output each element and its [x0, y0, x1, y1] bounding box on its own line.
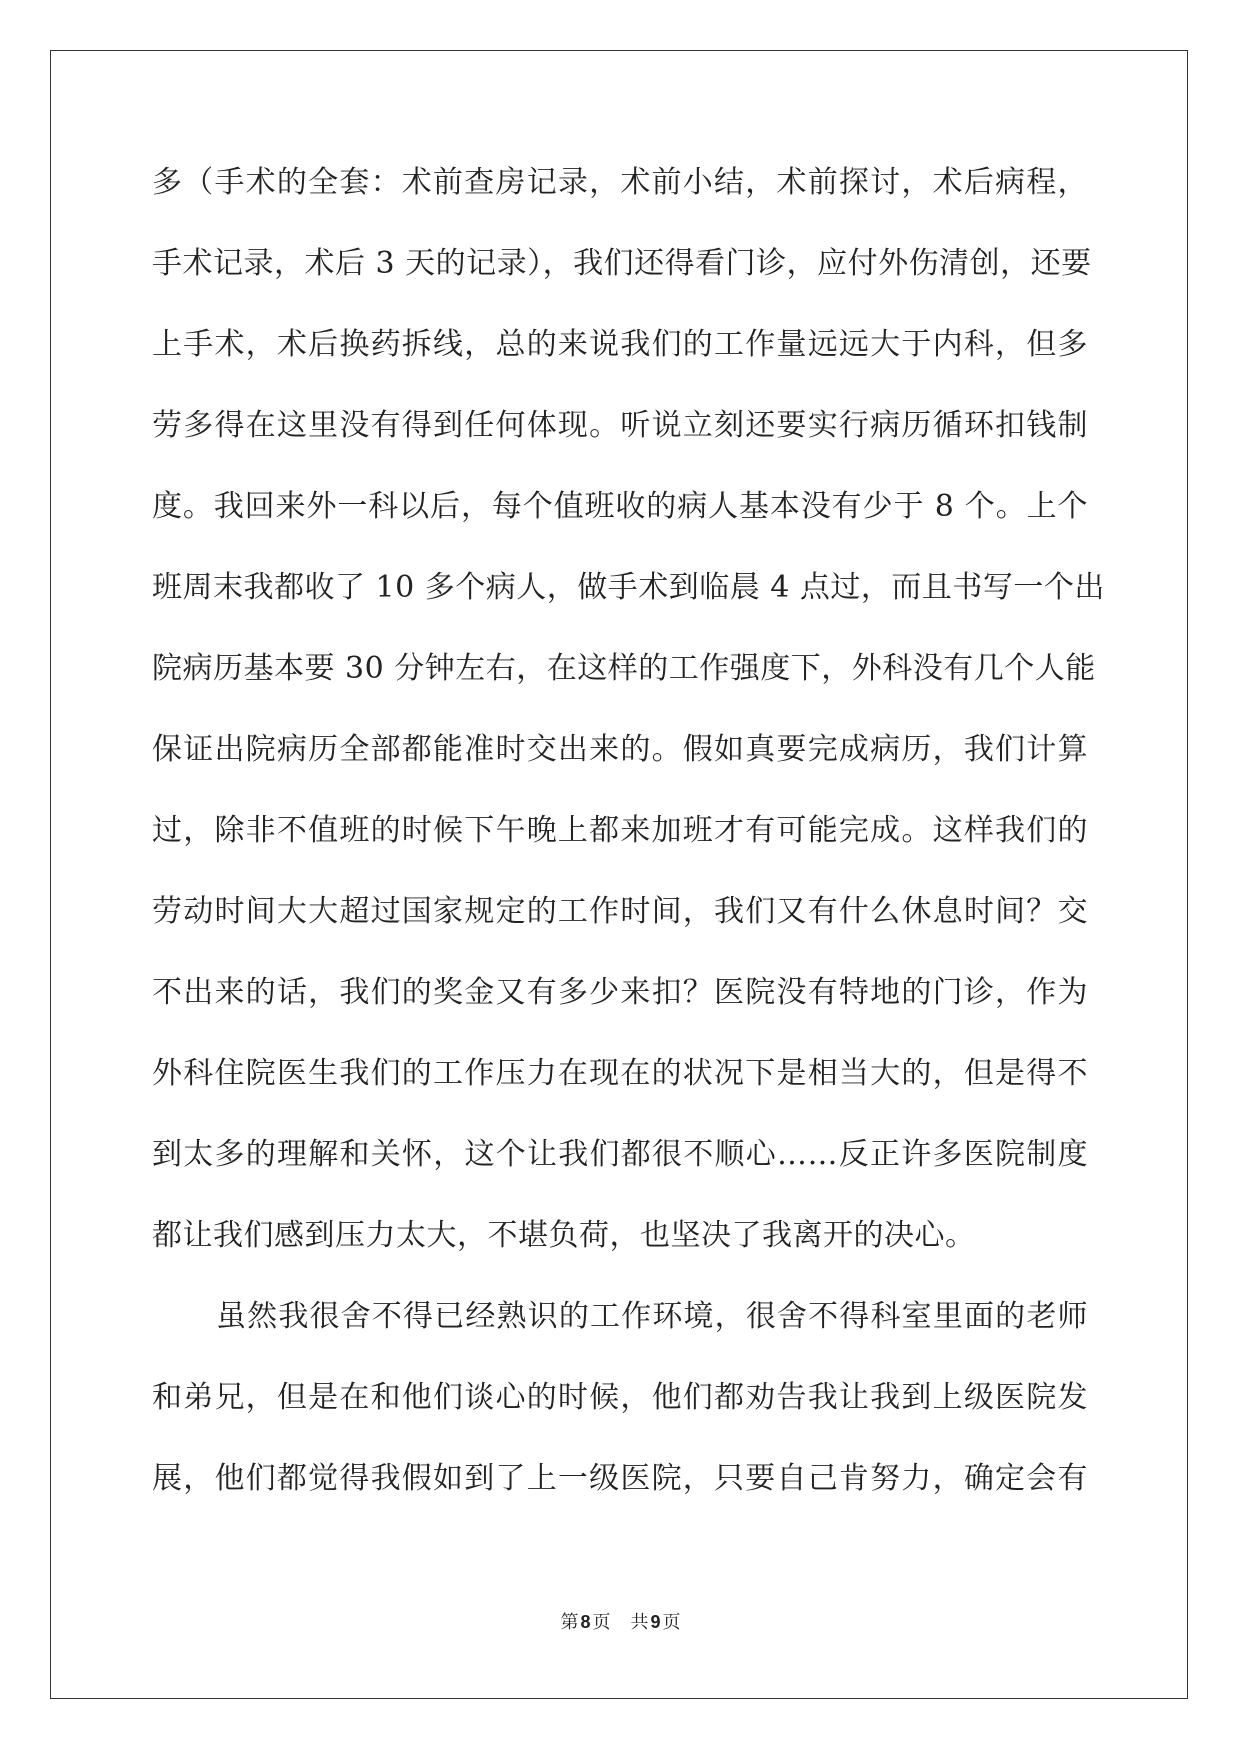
page-label-prefix: 第 — [560, 1612, 579, 1633]
text-line: 都让我们感到压力太大，不堪负荷，也坚决了我离开的决心。 — [152, 1218, 976, 1253]
page-label-suffix: 页 — [592, 1612, 611, 1633]
page-footer — [0, 1608, 1241, 1634]
total-label-prefix: 共 — [630, 1612, 649, 1633]
text-line: 外科住院医生我们的工作压力在现在的状况下是相当大的，但是得不 — [152, 1056, 1088, 1091]
text-line: 多（手术的全套：术前查房记录，术前小结，术前探讨，术后病程， — [152, 165, 1088, 200]
text-line: 上手术，术后换药拆线，总的来说我们的工作量远远大于内科，但多 — [152, 327, 1088, 362]
text-line: 展，他们都觉得我假如到了上一级医院，只要自己肯努力，确定会有 — [152, 1461, 1088, 1496]
text-line: 保证出院病历全部都能准时交出来的。假如真要完成病历，我们计算 — [152, 732, 1088, 767]
total-label-suffix: 页 — [662, 1612, 681, 1633]
text-line: 度。我回来外一科以后，每个值班收的病人基本没有少于 8 个。上个 — [152, 489, 1088, 524]
text-line: 过，除非不值班的时候下午晚上都来加班才有可能完成。这样我们的 — [152, 813, 1088, 848]
text-line: 到太多的理解和关怀，这个让我们都很不顺心……反正许多医院制度 — [152, 1137, 1088, 1172]
text-line: 劳多得在这里没有得到任何体现。听说立刻还要实行病历循环扣钱制 — [152, 408, 1088, 443]
body-text — [152, 160, 1105, 1537]
text-line: 和弟兄，但是在和他们谈心的时候，他们都劝告我让我到上级医院发 — [152, 1380, 1088, 1415]
page-number: 8 — [580, 1612, 591, 1632]
text-line: 虽然我很舍不得已经熟识的工作环境，很舍不得科室里面的老师 — [216, 1299, 1088, 1334]
text-line: 不出来的话，我们的奖金又有多少来扣？医院没有特地的门诊，作为 — [152, 975, 1088, 1010]
text-line: 院病历基本要 30 分钟左右，在这样的工作强度下，外科没有几个人能 — [152, 651, 1096, 686]
text-line: 班周末我都收了 10 多个病人，做手术到临晨 4 点过，而且书写一个出 — [152, 570, 1105, 605]
text-line: 劳动时间大大超过国家规定的工作时间，我们又有什么休息时间？交 — [152, 894, 1088, 929]
text-line: 手术记录，术后 3 天的记录），我们还得看门诊，应付外伤清创，还要 — [152, 246, 1092, 281]
total-pages: 9 — [650, 1612, 661, 1632]
